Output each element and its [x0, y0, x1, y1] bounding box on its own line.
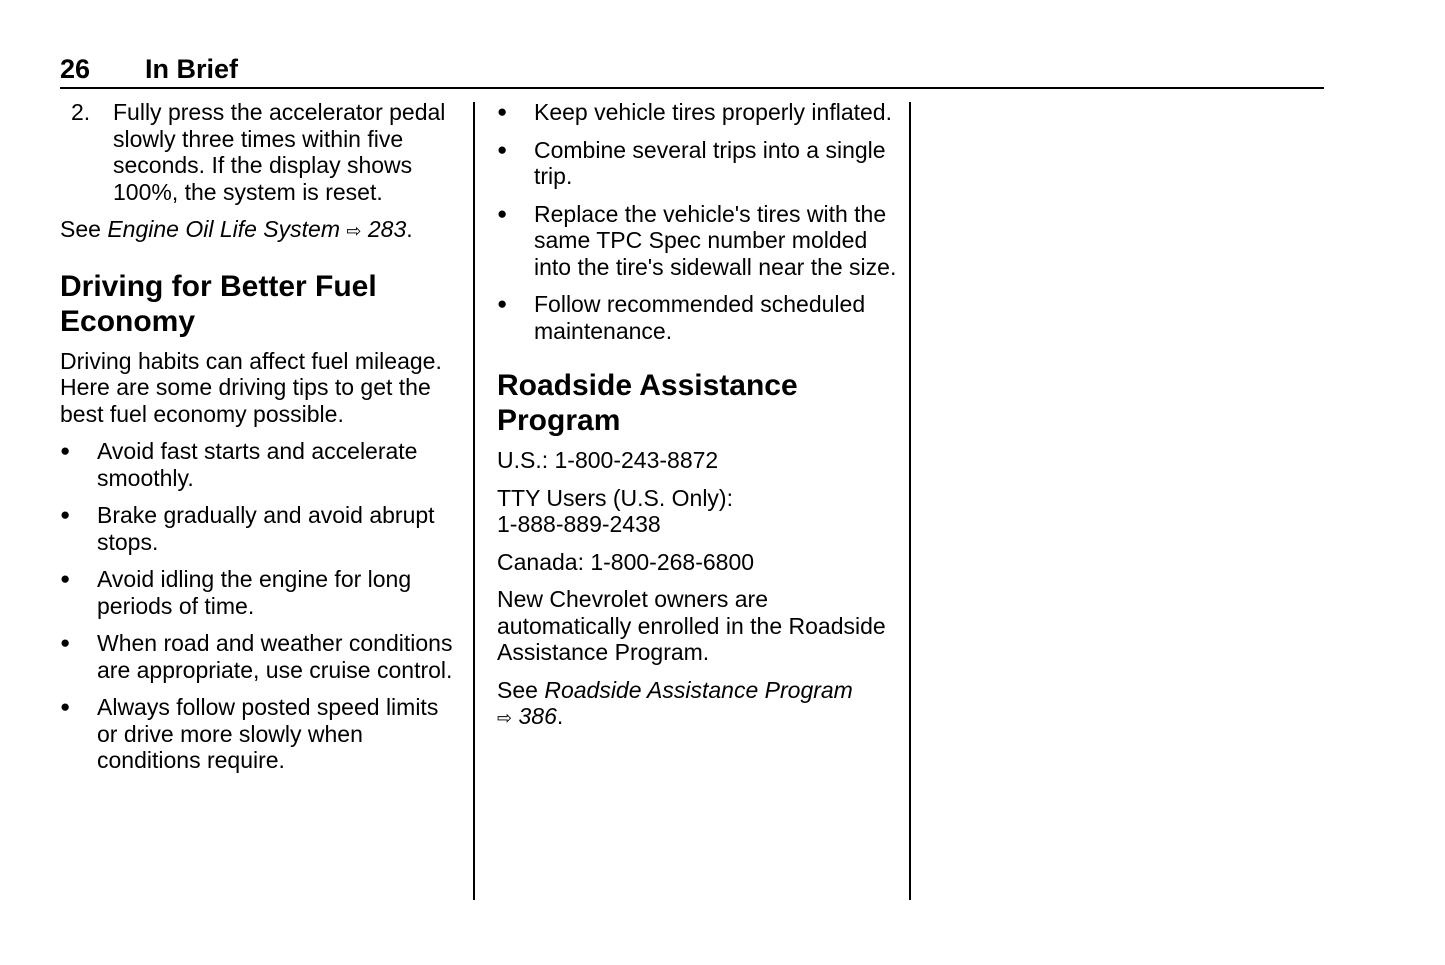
reference-link[interactable]: Engine Oil Life System ⇨ 283 [107, 216, 407, 242]
see-reference-oil-life: See Engine Oil Life System ⇨ 283. [60, 216, 413, 242]
list-item: ● Avoid idling the engine for long periods of time. [60, 566, 460, 619]
fuel-tips-list [60, 438, 460, 774]
reference-link[interactable]: Roadside Assistance Program ⇨ 386 [497, 676, 853, 729]
list-item: ● Avoid fast starts and accelerate smoothly. [60, 438, 460, 491]
page-header [60, 52, 1324, 89]
column-divider-left [473, 102, 475, 900]
page-number: 26 [60, 54, 91, 84]
step-text: Fully press the accelerator pedal slowly three times within five seconds. If the display shows 100%, the system is reset. [113, 99, 446, 205]
section-heading-roadside: Roadside Assistance Program [497, 369, 798, 437]
left-column [60, 99, 460, 785]
column-divider-right [909, 102, 911, 900]
page-arrow-icon: ⇨ [497, 708, 513, 728]
section-heading-fuel-economy: Driving for Better Fuel Economy [60, 269, 377, 338]
middle-column [497, 99, 897, 743]
reset-steps [60, 99, 460, 205]
list-item: ● Keep vehicle tires properly inflated. [497, 99, 897, 126]
list-item: ● Replace the vehicle's tires with the same TPC Spec number molded into the tire's sidewall near the size. [497, 201, 897, 281]
section-title: In Brief [145, 54, 239, 84]
list-item: ● Always follow posted speed limits or drive more slowly when conditions require. [60, 694, 460, 774]
canada-phone: Canada: 1-800-268-6800 [497, 548, 755, 575]
fuel-tips-list-continued [497, 99, 897, 344]
tty-phone: TTY Users (U.S. Only): 1-888-889-2438 [497, 484, 733, 537]
list-item: ● When road and weather conditions are appropriate, use cruise control. [60, 630, 460, 683]
intro-paragraph: Driving habits can affect fuel mileage. Here are some driving tips to get the best fuel economy possible. [60, 347, 442, 427]
see-reference-roadside: See Roadside Assistance Program ⇨ 386. [497, 676, 853, 729]
step-number: 2. [71, 99, 91, 125]
list-item: ● Follow recommended scheduled maintenance. [497, 291, 897, 344]
list-item: ● Brake gradually and avoid abrupt stops. [60, 502, 460, 555]
page-arrow-icon: ⇨ [346, 221, 362, 241]
step-item [60, 99, 460, 205]
enrollment-paragraph: New Chevrolet owners are automatically enrolled in the Roadside Assistance Program. [497, 586, 886, 665]
us-phone: U.S.: 1-800-243-8872 [497, 447, 719, 473]
list-item: ● Combine several trips into a single trip. [497, 137, 897, 190]
